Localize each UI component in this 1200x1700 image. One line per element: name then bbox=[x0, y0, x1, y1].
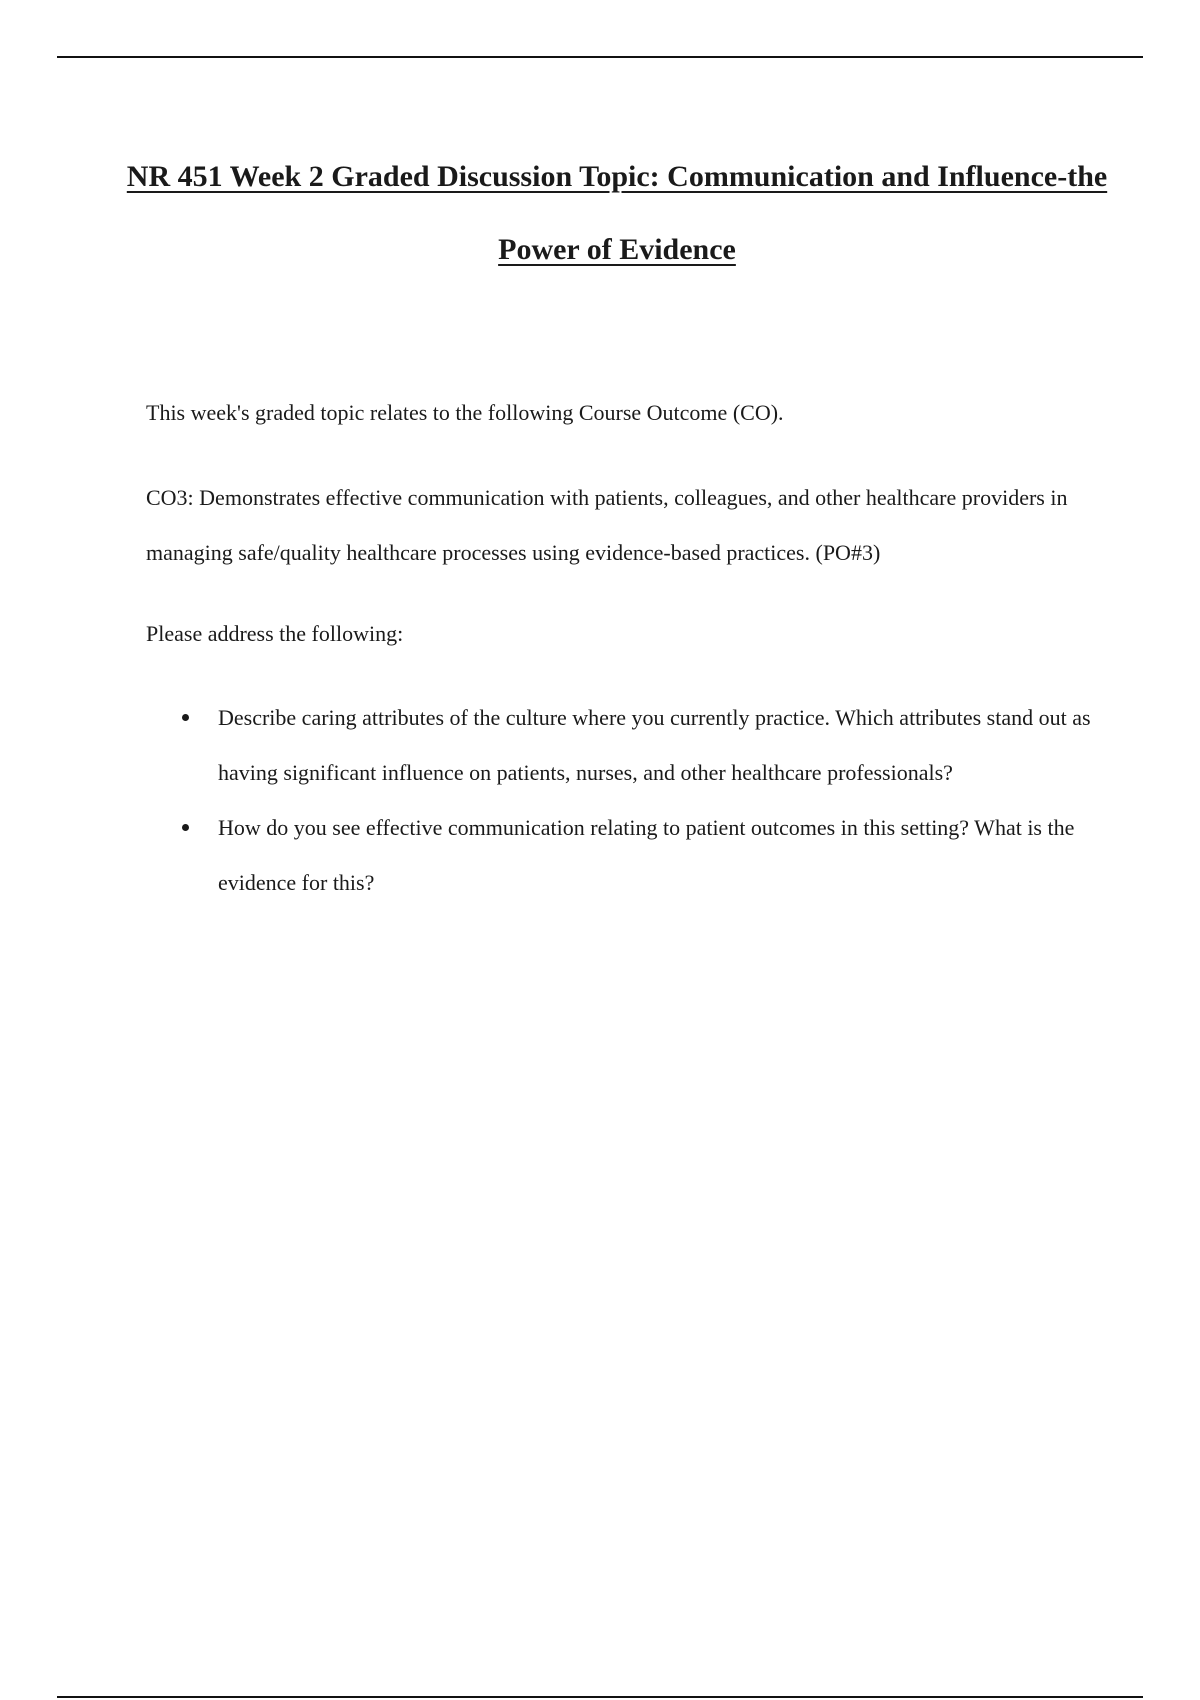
question-list bbox=[146, 690, 1106, 910]
instruction-paragraph: Please address the following: bbox=[146, 621, 404, 646]
page-title: NR 451 Week 2 Graded Discussion Topic: Communication and Influence-the Power of Evidence bbox=[126, 160, 1108, 266]
intro-paragraph: This week's graded topic relates to the following Course Outcome (CO). bbox=[146, 400, 784, 425]
top-rule bbox=[57, 56, 1143, 58]
list-item bbox=[146, 690, 1106, 800]
bottom-rule bbox=[57, 1696, 1143, 1698]
list-item bbox=[146, 800, 1106, 910]
list-item-text: How do you see effective communication relating to patient outcomes in this setting? What is the evidence for this? bbox=[218, 815, 1075, 895]
list-item-text: Describe caring attributes of the culture where you currently practice. Which attributes stand out as having significant influence on patients, nurses, and other healthcare professionals? bbox=[218, 705, 1091, 785]
bullet-icon bbox=[182, 714, 189, 721]
course-outcome-paragraph: CO3: Demonstrates effective communication with patients, colleagues, and other healthcare providers in managing safe/quality healthcare processes using evidence-based practices. (PO#3) bbox=[146, 485, 1068, 565]
bullet-icon bbox=[182, 824, 189, 831]
